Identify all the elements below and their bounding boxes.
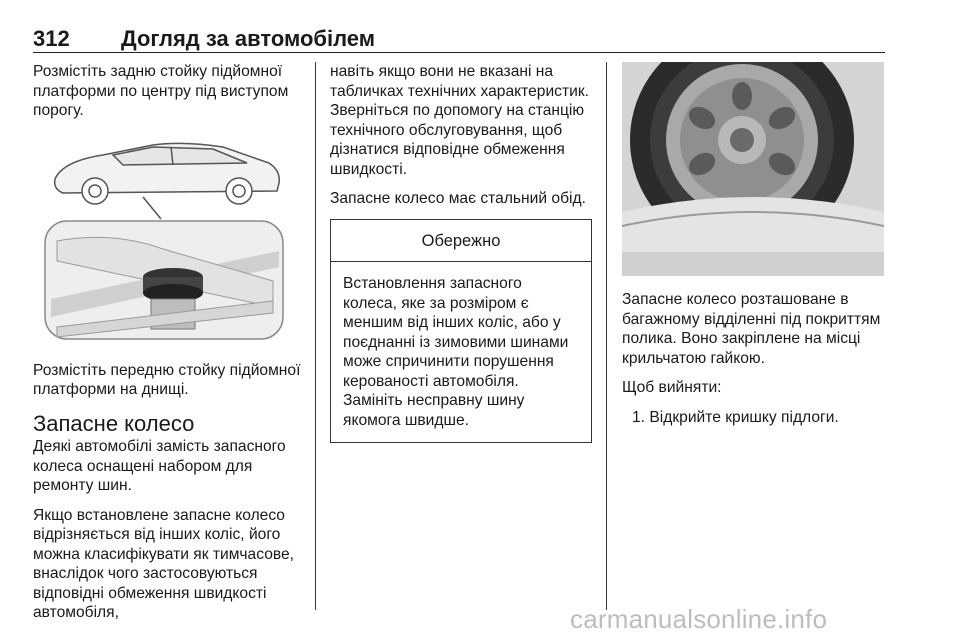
page-header — [33, 24, 885, 53]
caution-body — [331, 262, 591, 442]
column-divider-2 — [606, 62, 607, 610]
column-divider-1 — [315, 62, 316, 610]
paragraph-steel-rim: Запасне колесо має стальний обід. — [330, 190, 586, 207]
car-lift-illustration — [33, 131, 295, 343]
spare-wheel-photo — [622, 62, 884, 276]
caution-title: Обережно — [331, 220, 591, 263]
page-number: 312 — [33, 26, 70, 51]
step-1 — [622, 408, 888, 428]
paragraph-speed-limit: навіть якщо вони не вказані на табличках технічних характеристик. Зверніться по допомогу на станцію технічного обслуговування, щоб дізнатися відповідне обмеження швидкості. — [330, 63, 589, 178]
step-1-text: Відкрийте кришку підлоги. — [649, 408, 839, 426]
paragraph-rear-lift: Розмістіть задню стойку підйомної платформи по центру під виступом порогу. — [33, 63, 289, 119]
column-2 — [330, 62, 592, 443]
paragraph-front-lift: Розмістіть передню стойку підйомної платформи на днищі. — [33, 361, 301, 398]
column-1 — [33, 62, 303, 633]
paragraph-wheel-location: Запасне колесо розташоване в багажному відділенні під покриттям полика. Воно закріплене на місці крильчатою гайкою. — [622, 291, 881, 367]
paragraph-temporary-wheel: Якщо встановлене запасне колесо відрізняється від інших коліс, його можна класифікувати як тимчасове, внаслідок чого застосовуються відповідні обмеження швидкості автомобіля, — [33, 506, 294, 621]
caution-text: Встановлення запасного колеса, яке за розміром є меншим від інших коліс, або у поєднанні із зимовими шинами може спричинити порушення керованості автомобіля. Замініть несправну шину якомога швидше. — [343, 275, 569, 429]
column-3 — [622, 62, 888, 427]
paragraph-to-remove: Щоб вийняти: — [622, 379, 722, 396]
page-title: Догляд за автомобілем — [121, 26, 376, 51]
caution-box — [330, 219, 592, 444]
section-heading-spare-wheel: Запасне колесо — [33, 410, 195, 436]
paragraph-repair-kit: Деякі автомобілі замість запасного колеса оснащені набором для ремонту шин. — [33, 438, 286, 494]
watermark: carmanualsonline.info — [570, 604, 828, 634]
step-1-number: 1. — [632, 408, 646, 426]
